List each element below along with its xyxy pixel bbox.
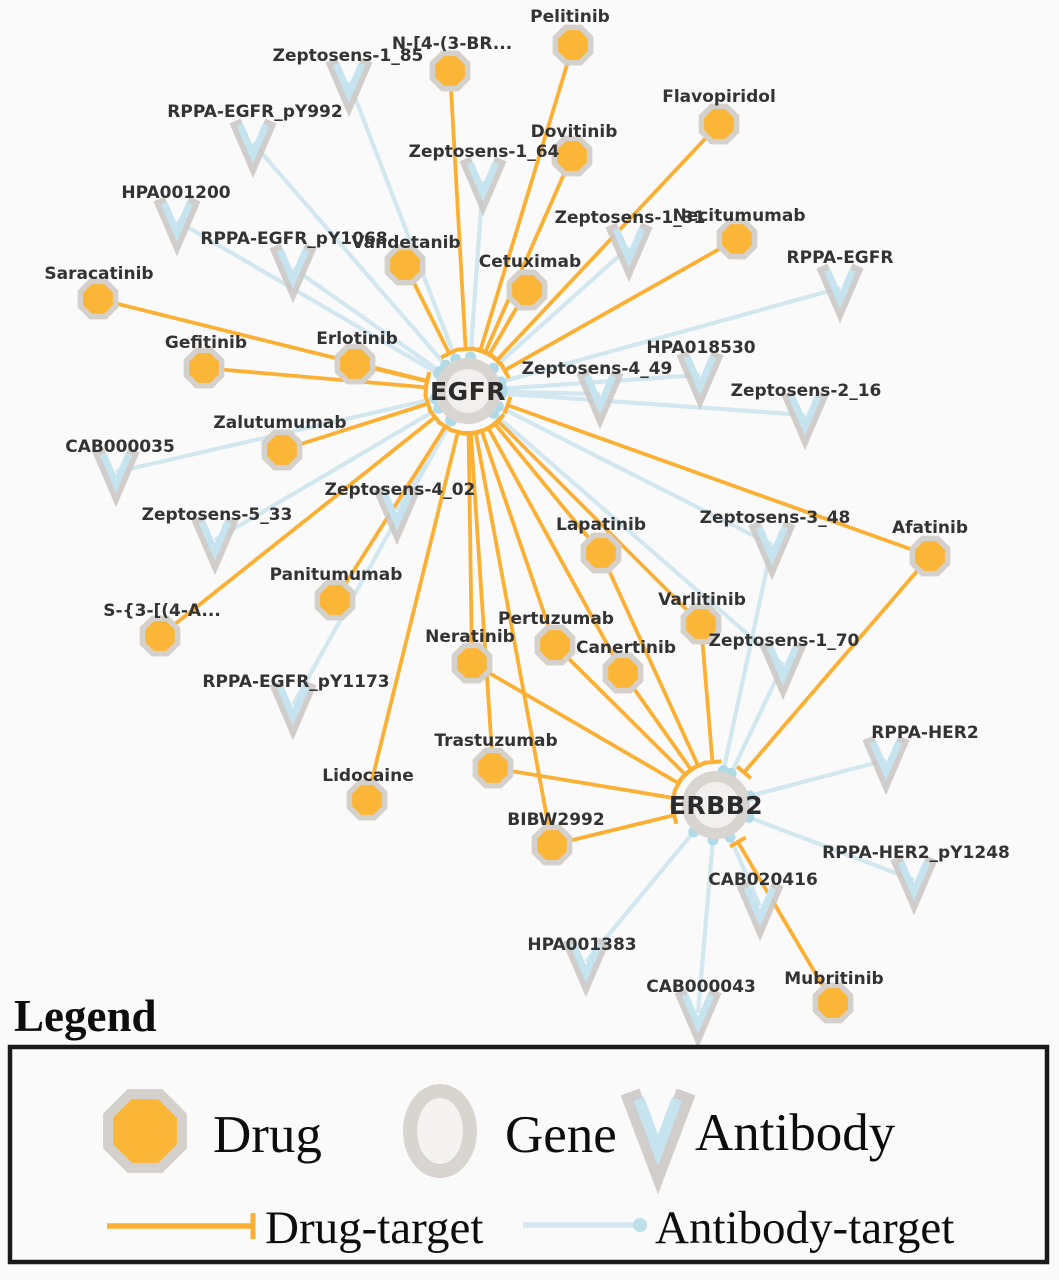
edge-drug-trastuzumab-erbb2 (493, 768, 674, 798)
drug-node-cetuximab[interactable] (509, 272, 544, 307)
gene-label-erbb2: ERBB2 (668, 791, 764, 820)
antibody-label-hpa018530: HPA018530 (646, 338, 756, 358)
drug-label-pertuzumab: Pertuzumab (498, 609, 614, 629)
drug-node-trastuzumab[interactable] (475, 750, 510, 785)
drug-octagon-icon (108, 1094, 182, 1168)
drug-label-lidocaine: Lidocaine (322, 766, 414, 786)
drug-node-flavopiridol[interactable] (701, 106, 736, 141)
antibody-label-rppa-her2-py1248: RPPA-HER2_pY1248 (822, 843, 1010, 863)
drug-node-saracatinib[interactable] (80, 281, 115, 316)
antibody-label-hpa001383: HPA001383 (527, 935, 637, 955)
antibody-label-cab020416: CAB020416 (708, 870, 818, 890)
antibody-label-rppa-egfr-py992: RPPA-EGFR_pY992 (167, 102, 343, 122)
edge-drug-n4-3br-egfr (450, 71, 466, 349)
drug-node-gefitinib[interactable] (186, 350, 221, 385)
drug-node-zalutumumab[interactable] (264, 432, 299, 467)
antibody-label-cab000043: CAB000043 (646, 977, 756, 997)
antibody-label-zeptosens-1-85: Zeptosens-1_85 (272, 46, 424, 66)
antibody-label-zeptosens-4-49: Zeptosens-4_49 (521, 359, 673, 379)
antibody-label-rppa-egfr-py1173: RPPA-EGFR_pY1173 (202, 672, 390, 692)
antibody-node-hpa001200[interactable] (159, 199, 195, 241)
antibody-label-zeptosens-1-64: Zeptosens-1_64 (408, 142, 560, 162)
antibody-label-zeptosens-2-16: Zeptosens-2_16 (730, 381, 882, 401)
gene-label-egfr: EGFR (430, 377, 506, 406)
drug-label-panitumumab: Panitumumab (269, 565, 403, 585)
drug-label-bibw2992: BIBW2992 (507, 810, 605, 830)
antibody-label-hpa001200: HPA001200 (121, 183, 231, 203)
antibody-node-zeptosens-1-64[interactable] (465, 159, 501, 201)
drug-label-varlitinib: Varlitinib (658, 590, 746, 610)
drug-label-s3-4a: S-{3-[(4-A... (103, 601, 221, 621)
drug-label-mubritinib: Mubritinib (784, 969, 884, 989)
drug-node-erlotinib[interactable] (337, 346, 372, 381)
drug-node-lapatinib[interactable] (583, 535, 618, 570)
legend-drug-edge-label: Drug-target (265, 1202, 484, 1254)
antibody-node-rppa-her2[interactable] (868, 738, 904, 780)
drug-node-necitumumab[interactable] (719, 221, 754, 256)
drug-node-afatinib[interactable] (912, 538, 947, 573)
drug-label-flavopiridol: Flavopiridol (662, 87, 776, 107)
legend (10, 991, 1047, 1262)
drug-label-vandetanib: Vandetanib (351, 233, 461, 253)
antibody-node-zeptosens-1-85[interactable] (331, 60, 367, 102)
antibody-label-zeptosens-3-48: Zeptosens-3_48 (699, 508, 851, 528)
drug-label-pelitinib: Pelitinib (530, 7, 610, 27)
legend-antibody-edge-label: Antibody-target (655, 1202, 955, 1254)
antibody-label-rppa-her2: RPPA-HER2 (871, 723, 979, 743)
drug-node-panitumumab[interactable] (317, 582, 352, 617)
antibody-label-zeptosens-1-31: Zeptosens-1_31 (554, 208, 706, 228)
edge-antibody-rppa-her2-erbb2 (750, 760, 886, 796)
drug-label-gefitinib: Gefitinib (164, 333, 248, 353)
antibody-target-dot (633, 1218, 647, 1232)
drug-label-neratinib: Neratinib (425, 627, 515, 647)
drug-node-pertuzumab[interactable] (537, 627, 572, 662)
gene-ring-hole (417, 1098, 463, 1164)
drug-node-dovitinib[interactable] (554, 138, 589, 173)
antibody-label-rppa-egfr-py1068: RPPA-EGFR_pY1068 (200, 229, 388, 249)
drug-label-afatinib: Afatinib (891, 518, 969, 538)
antibody-label-zeptosens-5-33: Zeptosens-5_33 (141, 505, 293, 525)
drug-node-neratinib[interactable] (454, 645, 489, 680)
drug-label-erlotinib: Erlotinib (316, 329, 398, 349)
drug-node-s3-4a[interactable] (142, 618, 177, 653)
drug-node-canertinib[interactable] (605, 655, 640, 690)
antibody-label-zeptosens-4-02: Zeptosens-4_02 (324, 480, 476, 500)
drug-node-n4-3br[interactable] (432, 53, 467, 88)
drug-label-saracatinib: Saracatinib (44, 264, 154, 284)
antibody-label-cab000035: CAB000035 (65, 437, 175, 457)
antibody-label-zeptosens-1-70: Zeptosens-1_70 (708, 631, 860, 651)
edge-antibody-rppa-egfr-py1173-egfr (293, 421, 451, 705)
legend-title: Legend (14, 991, 157, 1041)
legend-antibody-label: Antibody (695, 1104, 896, 1162)
antibody-node-rppa-egfr[interactable] (822, 266, 858, 308)
edge-tee (457, 349, 475, 350)
drug-label-cetuximab: Cetuximab (478, 252, 582, 272)
drug-label-necitumumab: Necitumumab (672, 206, 806, 226)
drug-label-zalutumumab: Zalutumumab (213, 413, 347, 433)
edge-tee (425, 372, 429, 390)
edge-tee (684, 765, 699, 775)
drug-node-pelitinib[interactable] (555, 27, 590, 62)
edge-tee (703, 761, 721, 762)
drug-label-n4-3br: N-[4-(3-BR... (391, 34, 513, 54)
drug-label-canertinib: Canertinib (575, 638, 677, 658)
drug-node-mubritinib[interactable] (815, 985, 850, 1020)
drug-node-lidocaine[interactable] (349, 782, 384, 817)
antibody-node-hpa018530[interactable] (682, 353, 718, 395)
legend-drug-label: Drug (213, 1106, 322, 1164)
drug-label-dovitinib: Dovitinib (530, 122, 618, 142)
drug-label-trastuzumab: Trastuzumab (434, 731, 558, 751)
drug-node-bibw2992[interactable] (534, 827, 569, 862)
legend-gene-label: Gene (505, 1106, 617, 1164)
drug-label-lapatinib: Lapatinib (556, 515, 646, 535)
antibody-label-rppa-egfr: RPPA-EGFR (786, 248, 894, 268)
